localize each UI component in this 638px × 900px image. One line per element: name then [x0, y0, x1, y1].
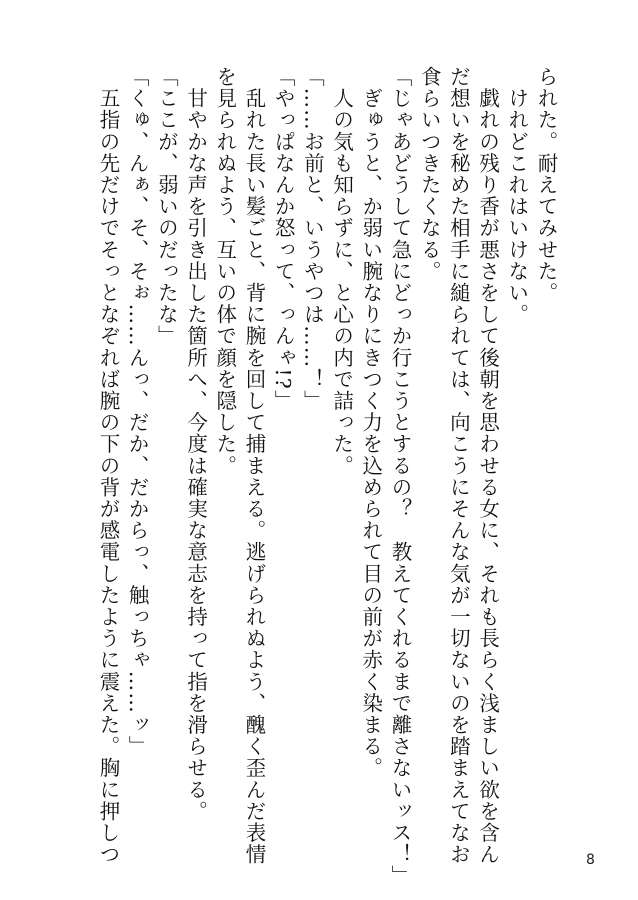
- text-line: ぎゅうと、か弱い腕なりにきつく力を込められて目の前が赤く染まる。: [358, 66, 383, 779]
- text-line: 「くゅ、んぁ、そ、そぉ……んっ、だか、だからっ、触っちゃ……ッ」: [125, 66, 150, 758]
- page-number: 8: [586, 852, 595, 868]
- text-line: けれどこれはいけない。: [504, 66, 529, 326]
- text-line: 食らいつきたくなる。: [417, 66, 442, 282]
- text-line: 五指の先だけでそっとなぞれば腕の下の背が感電したように震えた。胸に押しつ: [95, 66, 120, 866]
- text-line: だ想いを秘めた相手に縋られては、向こうにそんな気が一切ないのを踏まえてなお: [446, 66, 471, 866]
- text-line: 乱れた長い髪ごと、背に腕を回して捕まえる。逃げられぬよう、醜く歪んだ表情: [241, 66, 266, 866]
- text-line: 「……お前と、いうやつは……！」: [300, 66, 325, 412]
- body-text: [93, 66, 560, 887]
- text-line: 戯れの残り香が悪さをして後朝を思わせる女に、それも長らく浅ましい欲を含ん: [475, 66, 500, 866]
- text-line: 甘やかな声を引き出した箇所へ、今度は確実な意志を持って指を滑らせる。: [183, 66, 208, 822]
- text-line: 人の気も知らずに、と心の内で詰った。: [329, 66, 354, 477]
- text-line: 「やっぱなんか怒って、っんゃ!?」: [271, 66, 296, 412]
- text-line: 「ここが、弱いのだったな」: [154, 66, 179, 347]
- text-line: られた。耐えてみせた。: [534, 66, 558, 304]
- text-line: 「じゃあどうして急にどっか行こうとするの？ 教えてくれるまで離さないッス！」: [387, 66, 412, 887]
- text-line: を見られぬよう、互いの体で顔を隠した。: [212, 66, 237, 477]
